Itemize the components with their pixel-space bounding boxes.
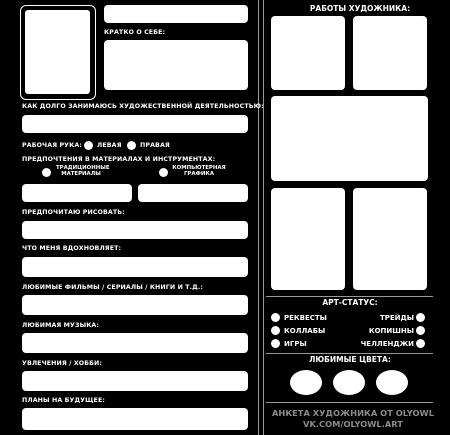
favorite-color-2[interactable] [333,370,365,395]
requests-label: РЕКВЕСТЫ [284,314,327,322]
prefer-draw-field[interactable] [22,221,248,239]
colors-divider [266,353,433,354]
about-field[interactable] [104,40,248,90]
status-divider [266,296,433,297]
future-plans-field[interactable] [22,408,248,430]
artwork-slot-3[interactable] [271,96,428,181]
how-long-label: КАК ДОЛГО ЗАНИМАЮСЬ ХУДОЖЕСТВЕННОЙ ДЕЯТЕЛЬНОСТЬЮ: [22,103,264,110]
digital-radio[interactable] [159,168,168,177]
favorite-color-1[interactable] [290,370,322,395]
hand-right-label: ПРАВАЯ [140,142,170,149]
hand-left-label: ЛЕВАЯ [97,142,122,149]
favorite-music-field[interactable] [22,333,248,353]
hand-right-radio[interactable] [127,141,136,150]
footer-divider [266,402,433,403]
games-radio[interactable] [271,339,280,348]
hobbies-field[interactable] [22,371,248,391]
column-divider-left [258,0,259,435]
name-field[interactable] [104,5,248,23]
working-hand-label: РАБОЧАЯ РУКА: [22,142,82,149]
footer-title: АНКЕТА ХУДОЖНИКА ОТ OLYOWL [271,408,434,418]
preferences-label: ПРЕДПОЧТЕНИЯ В МАТЕРИАЛАХ И ИНСТРУМЕНТАХ: [22,156,216,163]
future-plans-label: ПЛАНЫ НА БУДУЩЕЕ: [22,397,105,404]
works-title: РАБОТЫ ХУДОЖНИКА: [309,4,411,13]
favorite-films-label: ЛЮБИМЫЕ ФИЛЬМЫ / СЕРИАЛЫ / КНИГИ И Т.Д.: [22,284,203,291]
prefer-draw-label: ПРЕДПОЧИТАЮ РИСОВАТЬ: [22,209,125,216]
about-label: КРАТКО О СЕБЕ: [104,29,166,36]
favorite-music-label: ЛЮБИМАЯ МУЗЫКА: [22,322,100,329]
favorite-colors-title: ЛЮБИМЫЕ ЦВЕТА: [309,355,391,364]
column-divider-right [263,0,264,435]
traditional-field[interactable] [22,184,132,202]
favorite-films-field[interactable] [22,295,248,315]
traditional-radio[interactable] [42,168,51,177]
collabs-label: КОЛЛАБЫ [284,327,326,335]
art-status-title: АРТ-СТАТУС: [322,298,378,307]
hand-left-radio[interactable] [84,141,93,150]
inspires-label: ЧТО МЕНЯ ВДОХНОВЛЯЕТ: [22,245,122,252]
artwork-slot-2[interactable] [353,16,427,90]
digital-field[interactable] [138,184,248,202]
inspires-field[interactable] [22,257,248,277]
footer-link: VK.COM/OLYOWL.ART [303,419,403,429]
avatar-photo-field[interactable] [25,10,90,94]
traditional-label: ТРАДИЦИОННЫЕ МАТЕРИАЛЫ [56,165,110,178]
artwork-slot-5[interactable] [353,188,427,290]
avatar-frame [20,5,96,100]
collabs-radio[interactable] [271,326,280,335]
trades-radio[interactable] [416,313,425,322]
copyshins-label: КОПИШНЫ [368,327,414,335]
how-long-field[interactable] [22,115,248,133]
favorite-color-3[interactable] [376,370,408,395]
games-label: ИГРЫ [284,340,307,348]
challenges-radio[interactable] [416,339,425,348]
requests-radio[interactable] [271,313,280,322]
hobbies-label: УВЛЕЧЕНИЯ / ХОББИ: [22,360,103,367]
trades-label: ТРЕЙДЫ [379,314,414,322]
artwork-slot-4[interactable] [271,188,345,290]
artwork-slot-1[interactable] [271,16,345,90]
challenges-label: ЧЕЛЛЕНДЖИ [360,340,414,348]
digital-label: КОМПЬЮТЕРНАЯ ГРАФИКА [172,165,226,178]
copyshins-radio[interactable] [416,326,425,335]
